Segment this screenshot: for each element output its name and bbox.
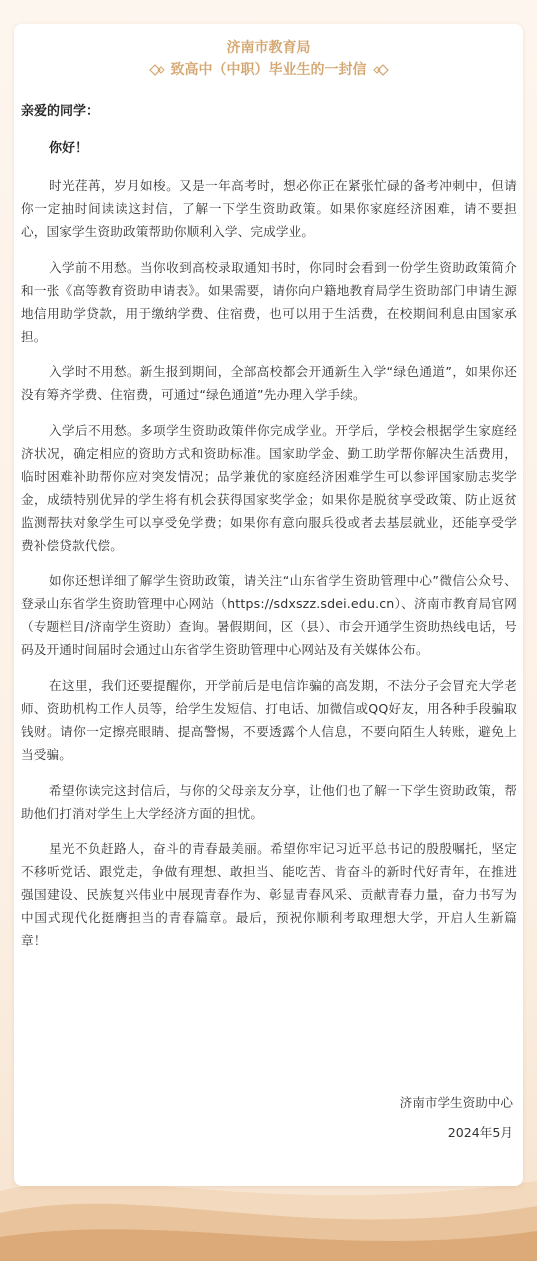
paragraph: 时光荏苒，岁月如梭。又是一年高考时，想必你正在紧张忙碌的备考冲刺中，但请你一定抽时间读读这封信，了解一下学生资助政策。如果你家庭经济困难，请不要担心，国家学生资助政策帮助你顺利入学、完成学业。 xyxy=(21,178,517,239)
diamond-ornament-icon xyxy=(149,63,167,77)
paragraph: 希望你读完这封信后，与你的父母亲友分享，让他们也了解一下学生资助政策，帮助他们打消对学生上大学经济方面的担忧。 xyxy=(21,782,517,821)
signature-block xyxy=(400,1094,513,1142)
letter-date: 2024年5月 xyxy=(447,1125,513,1140)
letter-header xyxy=(14,38,523,80)
paragraph: 在这里，我们还要提醒你，开学前后是电信诈骗的高发期，不法分子会冒充大学老师、资助机构工作人员等，给学生发短信、打电话、加微信或QQ好友，用各种手段骗取钱财。请你一定擦亮眼睛、提高警惕，不要透露个人信息，不要向陌生人转账，避免上当受骗。 xyxy=(21,677,517,762)
signature: 济南市学生资助中心 xyxy=(399,1095,513,1110)
paragraph: 入学前不用愁。当你收到高校录取通知书时，你同时会看到一份学生资助政策简介和一张《高等教育资助申请表》。如果需要，请你向户籍地教育局学生资助部门申请生源地信用助学贷款，用于缴纳学费、住宿费，也可以用于生活费，在校期间利息由国家承担。 xyxy=(21,259,517,344)
paragraph: 入学时不用愁。新生报到期间，全部高校都会开通新生入学“绿色通道”，如果你还没有筹齐学费、住宿费，可通过“绿色通道”先办理入学手续。 xyxy=(21,364,517,403)
paragraph: 如你还想详细了解学生资助政策，请关注“山东省学生资助管理中心”微信公众号、登录山东省学生资助管理中心网站（https://sdxszz.sdei.edu.cn）、济南市教育局官网（专题栏目/济南学生资助）查询。暑假期间，区（县）、市会开通学生资助热线电话，号码及开通时间届时会通过山东省学生资助管理中心网站及有关媒体公布。 xyxy=(21,573,517,658)
organization-name: 济南市教育局 xyxy=(226,40,311,56)
greeting: 亲爱的同学： xyxy=(21,104,100,119)
paragraph: 星光不负赶路人，奋斗的青春最美丽。希望你牢记习近平总书记的殷殷嘱托，坚定不移听党话、跟党走，争做有理想、敢担当、能吃苦、肯奋斗的新时代好青年，在推进强国建设、民族复兴伟业中展现青春作为、彰显青春风采、贡献青春力量，奋力书写为中国式现代化挺膺担当的青春篇章。最后，预祝你顺利考取理想大学，开启人生新篇章！ xyxy=(21,841,517,949)
salutation: 你好！ xyxy=(49,141,89,156)
diamond-ornament-icon xyxy=(371,63,389,77)
paragraph: 入学后不用愁。多项学生资助政策伴你完成学业。开学后，学校会根据学生家庭经济状况，确定相应的资助方式和资助标准。国家助学金、勤工助学帮你解决生活费用，临时困难补助帮你应对突发情况；品学兼优的家庭经济困难学生可以参评国家励志奖学金，成绩特别优异的学生将有机会获得国家奖学金；如果你是脱贫享受政策、防止返贫监测帮扶对象学生可以享受免学费；如果你有意向服兵役或者去基层就业，还能享受学费补偿贷款代偿。 xyxy=(21,422,517,553)
title-row xyxy=(14,60,523,80)
letter-card xyxy=(14,24,523,1186)
letter-body xyxy=(21,103,517,965)
letter-title: 致高中（中职）毕业生的一封信 xyxy=(170,62,367,78)
